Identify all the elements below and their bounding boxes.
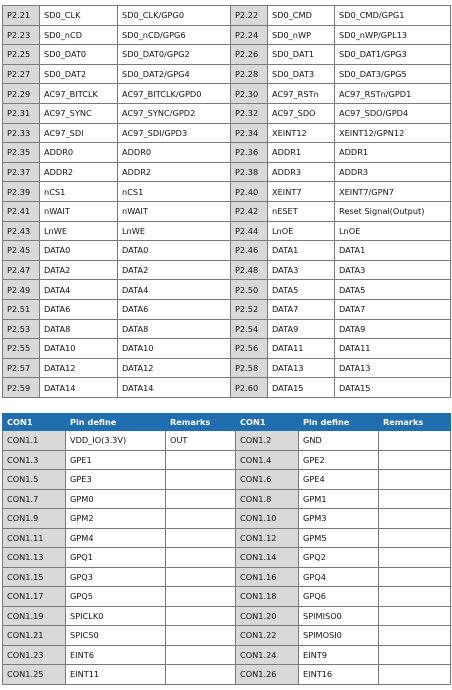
signal-name-cell: LnWE xyxy=(40,221,118,241)
function-cell: DATA1 xyxy=(335,241,451,261)
signal-name-cell: XEINT7 xyxy=(268,182,335,202)
con-pin-cell: CON1.21 xyxy=(3,626,66,646)
con-pin-cell: CON1.14 xyxy=(236,548,299,568)
signal-name-cell: DATA4 xyxy=(40,280,118,300)
pin-number-cell: P2.24 xyxy=(231,25,268,45)
table-row xyxy=(3,221,451,241)
con-pin-cell: CON1.11 xyxy=(3,528,66,548)
remarks-cell xyxy=(166,489,236,509)
con-pin-cell: CON1.9 xyxy=(3,509,66,529)
remarks-cell xyxy=(379,665,451,685)
signal-name-cell: DATA9 xyxy=(268,319,335,339)
signal-name-cell: LnOE xyxy=(268,221,335,241)
pin-number-cell: P2.36 xyxy=(231,143,268,163)
table-row xyxy=(3,470,451,490)
table-row xyxy=(3,450,451,470)
function-cell: DATA14 xyxy=(118,378,231,398)
header-pin-define: Pin define xyxy=(66,414,166,431)
con-pin-cell: CON1.26 xyxy=(236,665,299,685)
pin-define-cell: SPIMISO0 xyxy=(299,606,379,626)
pin-define-cell: EINT9 xyxy=(299,645,379,665)
pin-number-cell: P2.40 xyxy=(231,182,268,202)
con-pin-cell: CON1.1 xyxy=(3,431,66,451)
remarks-cell xyxy=(379,567,451,587)
table-row xyxy=(3,182,451,202)
remarks-cell xyxy=(166,567,236,587)
function-cell: ADDR0 xyxy=(118,143,231,163)
table-row xyxy=(3,626,451,646)
con-pin-cell: CON1.22 xyxy=(236,626,299,646)
pin-number-cell: P2.22 xyxy=(231,6,268,26)
header-remarks: Remarks xyxy=(166,414,236,431)
signal-name-cell: ADDR0 xyxy=(40,143,118,163)
function-cell: LnOE xyxy=(335,221,451,241)
signal-name-cell: DATA13 xyxy=(268,358,335,378)
function-cell: LnWE xyxy=(118,221,231,241)
con-pin-cell: CON1.17 xyxy=(3,587,66,607)
function-cell: Reset Signal(Output) xyxy=(335,201,451,221)
pin-number-cell: P2.30 xyxy=(231,84,268,104)
remarks-cell xyxy=(379,626,451,646)
remarks-cell xyxy=(379,509,451,529)
con-pin-cell: CON1.2 xyxy=(236,431,299,451)
pin-number-cell: P2.32 xyxy=(231,103,268,123)
con-pin-cell: CON1.8 xyxy=(236,489,299,509)
pin-number-cell: P2.37 xyxy=(3,162,40,182)
remarks-cell xyxy=(379,431,451,451)
con-pin-cell: CON1.18 xyxy=(236,587,299,607)
table-row xyxy=(3,431,451,451)
pin-table-body xyxy=(3,6,451,398)
pin-number-cell: P2.52 xyxy=(231,299,268,319)
signal-name-cell: SD0_DAT0 xyxy=(40,45,118,65)
pin-number-cell: P2.35 xyxy=(3,143,40,163)
pin-number-cell: P2.26 xyxy=(231,45,268,65)
signal-name-cell: DATA11 xyxy=(268,339,335,359)
function-cell: DATA13 xyxy=(335,358,451,378)
signal-name-cell: AC97_SDI xyxy=(40,123,118,143)
pin-number-cell: P2.47 xyxy=(3,260,40,280)
con-pin-cell: CON1.24 xyxy=(236,645,299,665)
signal-name-cell: AC97_SYNC xyxy=(40,103,118,123)
function-cell: SD0_CLK/GPG0 xyxy=(118,6,231,26)
signal-name-cell: ADDR1 xyxy=(268,143,335,163)
pin-number-cell: P2.53 xyxy=(3,319,40,339)
table-row xyxy=(3,548,451,568)
signal-name-cell: DATA5 xyxy=(268,280,335,300)
pin-define-cell: SPICS0 xyxy=(66,626,166,646)
remarks-cell xyxy=(166,665,236,685)
table-row xyxy=(3,645,451,665)
pin-number-cell: P2.57 xyxy=(3,358,40,378)
table-row xyxy=(3,201,451,221)
signal-name-cell: nESET xyxy=(268,201,335,221)
pin-number-cell: P2.54 xyxy=(231,319,268,339)
function-cell: SD0_DAT2/GPG4 xyxy=(118,64,231,84)
pin-number-cell: P2.38 xyxy=(231,162,268,182)
pin-define-cell: GPM4 xyxy=(66,528,166,548)
function-cell: SD0_DAT0/GPG2 xyxy=(118,45,231,65)
function-cell: DATA6 xyxy=(118,299,231,319)
pin-define-cell: GPM3 xyxy=(299,509,379,529)
signal-name-cell: ADDR2 xyxy=(40,162,118,182)
pin-number-cell: P2.58 xyxy=(231,358,268,378)
function-cell: SD0_nCD/GPG6 xyxy=(118,25,231,45)
table-row xyxy=(3,25,451,45)
pin-define-cell: EINT6 xyxy=(66,645,166,665)
remarks-cell xyxy=(166,548,236,568)
table-row xyxy=(3,45,451,65)
function-cell: SD0_DAT3/GPG5 xyxy=(335,64,451,84)
signal-name-cell: nCS1 xyxy=(40,182,118,202)
function-cell: DATA10 xyxy=(118,339,231,359)
function-cell: AC97_SDI/GPD3 xyxy=(118,123,231,143)
con-pin-cell: CON1.4 xyxy=(236,450,299,470)
signal-name-cell: AC97_RSTn xyxy=(268,84,335,104)
function-cell: DATA8 xyxy=(118,319,231,339)
pin-number-cell: P2.25 xyxy=(3,45,40,65)
pin-number-cell: P2.31 xyxy=(3,103,40,123)
table-row xyxy=(3,528,451,548)
remarks-cell xyxy=(166,528,236,548)
pin-define-cell: SPIMOSI0 xyxy=(299,626,379,646)
con-pin-cell: CON1.3 xyxy=(3,450,66,470)
pin-define-cell: GPM0 xyxy=(66,489,166,509)
remarks-cell: OUT xyxy=(166,431,236,451)
pin-number-cell: P2.55 xyxy=(3,339,40,359)
table-row xyxy=(3,665,451,685)
pin-define-cell: GPQ4 xyxy=(299,567,379,587)
signal-name-cell: DATA1 xyxy=(268,241,335,261)
pin-number-cell: P2.44 xyxy=(231,221,268,241)
con-pin-cell: CON1.5 xyxy=(3,470,66,490)
pin-number-cell: P2.48 xyxy=(231,260,268,280)
function-cell: DATA4 xyxy=(118,280,231,300)
con-pin-cell: CON1.10 xyxy=(236,509,299,529)
remarks-cell xyxy=(379,528,451,548)
signal-name-cell: SD0_nCD xyxy=(40,25,118,45)
pin-define-cell: EINT16 xyxy=(299,665,379,685)
table-row xyxy=(3,123,451,143)
pin-number-cell: P2.60 xyxy=(231,378,268,398)
remarks-cell xyxy=(379,489,451,509)
signal-name-cell: DATA14 xyxy=(40,378,118,398)
function-cell: DATA12 xyxy=(118,358,231,378)
remarks-cell xyxy=(166,450,236,470)
function-cell: DATA7 xyxy=(335,299,451,319)
con-pin-cell: CON1.19 xyxy=(3,606,66,626)
con-pin-cell: CON1.6 xyxy=(236,470,299,490)
pin-define-cell: GPE3 xyxy=(66,470,166,490)
pin-define-cell: GPQ1 xyxy=(66,548,166,568)
function-cell: AC97_SDO/GPD4 xyxy=(335,103,451,123)
con-pin-cell: CON1.13 xyxy=(3,548,66,568)
signal-name-cell: DATA12 xyxy=(40,358,118,378)
pin-define-cell: GPQ3 xyxy=(66,567,166,587)
signal-name-cell: DATA15 xyxy=(268,378,335,398)
signal-name-cell: DATA3 xyxy=(268,260,335,280)
table-row xyxy=(3,587,451,607)
pin-define-cell: GPE2 xyxy=(299,450,379,470)
function-cell: AC97_RSTn/GPD1 xyxy=(335,84,451,104)
pin-define-cell: GND xyxy=(299,431,379,451)
function-cell: XEINT12/GPN12 xyxy=(335,123,451,143)
table-row xyxy=(3,358,451,378)
pin-number-cell: P2.23 xyxy=(3,25,40,45)
pin-number-cell: P2.46 xyxy=(231,241,268,261)
pin-number-cell: P2.59 xyxy=(3,378,40,398)
function-cell: ADDR2 xyxy=(118,162,231,182)
signal-name-cell: SD0_DAT3 xyxy=(268,64,335,84)
header-pin-define: Pin define xyxy=(299,414,379,431)
remarks-cell xyxy=(166,470,236,490)
signal-name-cell: AC97_BITCLK xyxy=(40,84,118,104)
pin-define-cell: GPM5 xyxy=(299,528,379,548)
pin-number-cell: P2.41 xyxy=(3,201,40,221)
remarks-cell xyxy=(379,450,451,470)
con-pin-cell: CON1.16 xyxy=(236,567,299,587)
con-pin-cell: CON1.23 xyxy=(3,645,66,665)
function-cell: ADDR3 xyxy=(335,162,451,182)
function-cell: DATA5 xyxy=(335,280,451,300)
function-cell: SD0_nWP/GPL13 xyxy=(335,25,451,45)
signal-name-cell: nWAIT xyxy=(40,201,118,221)
remarks-cell xyxy=(379,548,451,568)
function-cell: XEINT7/GPN7 xyxy=(335,182,451,202)
function-cell: SD0_DAT1/GPG3 xyxy=(335,45,451,65)
signal-name-cell: SD0_DAT1 xyxy=(268,45,335,65)
pin-number-cell: P2.45 xyxy=(3,241,40,261)
table-row xyxy=(3,6,451,26)
con-pin-cell: CON1.25 xyxy=(3,665,66,685)
pin-define-cell: GPE4 xyxy=(299,470,379,490)
signal-name-cell: DATA2 xyxy=(40,260,118,280)
table-row xyxy=(3,606,451,626)
con-table-header-row xyxy=(3,414,451,431)
con-pin-cell: CON1.7 xyxy=(3,489,66,509)
remarks-cell xyxy=(166,587,236,607)
pin-number-cell: P2.33 xyxy=(3,123,40,143)
remarks-cell xyxy=(166,606,236,626)
table-row xyxy=(3,143,451,163)
function-cell: nWAIT xyxy=(118,201,231,221)
pin-number-cell: P2.43 xyxy=(3,221,40,241)
table-row xyxy=(3,378,451,398)
remarks-cell xyxy=(379,587,451,607)
function-cell: AC97_BITCLK/GPD0 xyxy=(118,84,231,104)
table-row xyxy=(3,103,451,123)
table-row xyxy=(3,567,451,587)
table-row xyxy=(3,241,451,261)
pin-define-cell: GPE1 xyxy=(66,450,166,470)
pin-number-cell: P2.29 xyxy=(3,84,40,104)
pin-define-cell: GPQ2 xyxy=(299,548,379,568)
pin-number-cell: P2.28 xyxy=(231,64,268,84)
table-row xyxy=(3,299,451,319)
function-cell: DATA11 xyxy=(335,339,451,359)
table-row xyxy=(3,339,451,359)
pin-define-cell: GPQ6 xyxy=(299,587,379,607)
pin-number-cell: P2.49 xyxy=(3,280,40,300)
table-row xyxy=(3,64,451,84)
pin-mapping-table xyxy=(2,5,451,398)
pin-number-cell: P2.27 xyxy=(3,64,40,84)
function-cell: DATA15 xyxy=(335,378,451,398)
pin-define-cell: GPQ5 xyxy=(66,587,166,607)
remarks-cell xyxy=(379,645,451,665)
con-pin-cell: CON1.12 xyxy=(236,528,299,548)
con-pin-cell: CON1.20 xyxy=(236,606,299,626)
pin-define-cell: SPICLK0 xyxy=(66,606,166,626)
function-cell: DATA9 xyxy=(335,319,451,339)
remarks-cell xyxy=(379,470,451,490)
signal-name-cell: DATA6 xyxy=(40,299,118,319)
header-con1: CON1 xyxy=(3,414,66,431)
pin-number-cell: P2.42 xyxy=(231,201,268,221)
table-row xyxy=(3,489,451,509)
table-row xyxy=(3,319,451,339)
signal-name-cell: DATA0 xyxy=(40,241,118,261)
table-row xyxy=(3,260,451,280)
function-cell: SD0_CMD/GPG1 xyxy=(335,6,451,26)
header-con1: CON1 xyxy=(236,414,299,431)
remarks-cell xyxy=(166,509,236,529)
pin-number-cell: P2.56 xyxy=(231,339,268,359)
pin-number-cell: P2.51 xyxy=(3,299,40,319)
function-cell: DATA3 xyxy=(335,260,451,280)
signal-name-cell: SD0_CLK xyxy=(40,6,118,26)
pin-define-cell: GPM1 xyxy=(299,489,379,509)
remarks-cell xyxy=(166,645,236,665)
function-cell: AC97_SYNC/GPD2 xyxy=(118,103,231,123)
table-row xyxy=(3,280,451,300)
function-cell: nCS1 xyxy=(118,182,231,202)
pin-define-cell: GPM2 xyxy=(66,509,166,529)
remarks-cell xyxy=(166,626,236,646)
signal-name-cell: DATA7 xyxy=(268,299,335,319)
signal-name-cell: SD0_nWP xyxy=(268,25,335,45)
pin-number-cell: P2.21 xyxy=(3,6,40,26)
pin-number-cell: P2.34 xyxy=(231,123,268,143)
con-table-body xyxy=(3,431,451,685)
function-cell: DATA2 xyxy=(118,260,231,280)
table-row xyxy=(3,84,451,104)
pin-define-cell: VDD_IO(3.3V) xyxy=(66,431,166,451)
function-cell: DATA0 xyxy=(118,241,231,261)
pin-number-cell: P2.50 xyxy=(231,280,268,300)
pin-define-cell: EINT11 xyxy=(66,665,166,685)
signal-name-cell: DATA10 xyxy=(40,339,118,359)
signal-name-cell: AC97_SDO xyxy=(268,103,335,123)
con1-connector-table xyxy=(2,413,451,685)
table-row xyxy=(3,162,451,182)
signal-name-cell: XEINT12 xyxy=(268,123,335,143)
signal-name-cell: ADDR3 xyxy=(268,162,335,182)
signal-name-cell: DATA8 xyxy=(40,319,118,339)
table-row xyxy=(3,509,451,529)
con-pin-cell: CON1.15 xyxy=(3,567,66,587)
signal-name-cell: SD0_CMD xyxy=(268,6,335,26)
pin-number-cell: P2.39 xyxy=(3,182,40,202)
remarks-cell xyxy=(379,606,451,626)
function-cell: ADDR1 xyxy=(335,143,451,163)
signal-name-cell: SD0_DAT2 xyxy=(40,64,118,84)
header-remarks: Remarks xyxy=(379,414,451,431)
